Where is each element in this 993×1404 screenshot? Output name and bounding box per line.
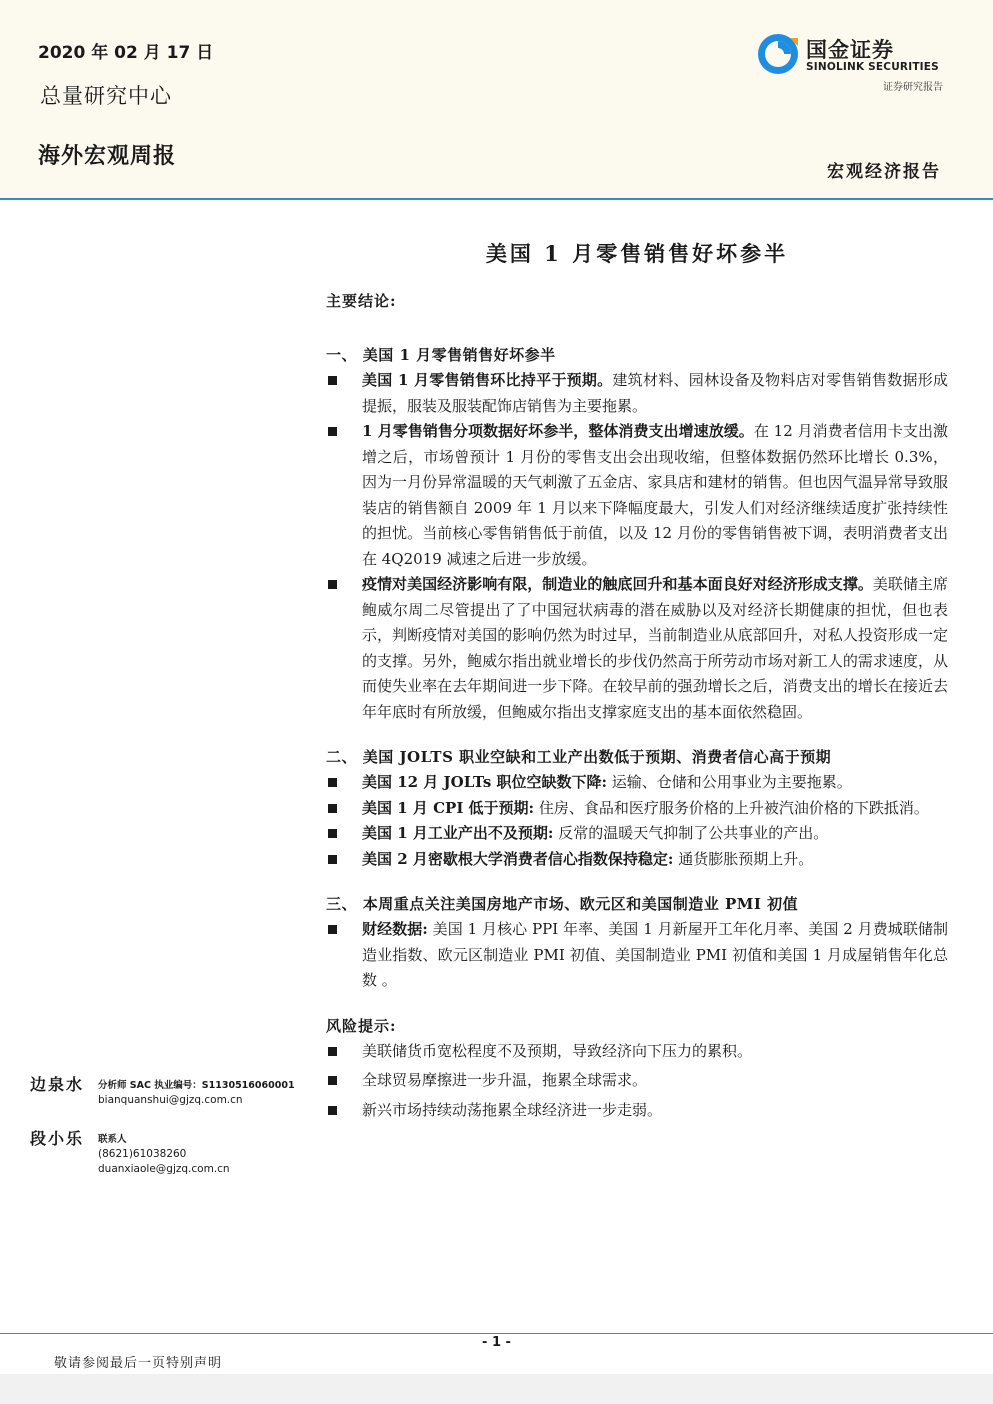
section-2 — [326, 745, 948, 872]
bullet-text: 反常的温暖天气抑制了公共事业的产出。 — [553, 824, 829, 842]
square-bullet-icon — [328, 829, 337, 838]
bullet-item — [326, 917, 948, 994]
analyst-role: 分析师 SAC 执业编号：S1130516060001 — [98, 1080, 295, 1091]
risk-label: 风险提示: — [326, 1016, 397, 1035]
bullet-item — [326, 821, 948, 847]
bullet-lead: 疫情对美国经济影响有限，制造业的触底回升和基本面良好对经济形成支撑。 — [362, 575, 873, 593]
section-heading: 二、 美国 JOLTS 职业空缺和工业产出数低于预期、消费者信心高于预期 — [326, 748, 832, 766]
disclaimer-note: 敬请参阅最后一页特别声明 — [54, 1356, 223, 1371]
square-bullet-icon — [328, 1106, 337, 1115]
main-content — [326, 290, 948, 1127]
square-bullet-icon — [328, 925, 337, 934]
analyst-email[interactable]: bianquanshui@gjzq.com.cn — [98, 1094, 243, 1106]
bullet-item — [326, 770, 948, 796]
bullet-lead: 财经数据: — [362, 920, 428, 938]
section-3 — [326, 892, 948, 994]
report-category: 证券研究报告 — [883, 82, 943, 93]
square-bullet-icon — [328, 1076, 337, 1085]
risk-item — [326, 1068, 948, 1094]
bullet-item — [326, 847, 948, 873]
risk-text: 全球贸易摩擦进一步升温，拖累全球需求。 — [362, 1071, 648, 1089]
page-number: - 1 - — [482, 1335, 511, 1350]
analyst-email[interactable]: duanxiaole@gjzq.com.cn — [98, 1163, 230, 1175]
report-date: 2020 年 02 月 17 日 — [38, 43, 214, 63]
report-series: 海外宏观周报 — [38, 143, 177, 169]
analyst-name: 段小乐 — [30, 1129, 85, 1148]
bullet-text: 美国 1 月核心 PPI 年率、美国 1 月新屋开工年化月率、美国 2 月费城联储制造业指数、欧元区制造业 PMI 初值、美国制造业 PMI 初值和美国 1 月成屋销售年化总数 。 — [362, 920, 948, 989]
square-bullet-icon — [328, 778, 337, 787]
bullet-lead: 美国 1 月 CPI 低于预期: — [362, 798, 535, 817]
section-heading: 一、 美国 1 月零售销售好坏参半 — [326, 346, 556, 364]
square-bullet-icon — [328, 1047, 337, 1056]
square-bullet-icon — [328, 804, 337, 813]
risk-text: 新兴市场持续动荡拖累全球经济进一步走弱。 — [362, 1100, 663, 1119]
square-bullet-icon — [328, 427, 337, 436]
bullet-item — [326, 419, 948, 572]
bullet-text: 美联储主席鲍威尔周二尽管提出了了中国冠状病毒的潜在威胁以及对经济长期健康的担忧，但也表示，判断疫情对美国的影响仍然为时过早，当前制造业从底部回升，对私人投资形成一定的支撑。另外，鲍威尔指出就业增长的步伐仍然高于所劳动市场对新工人的需求速度，从而使失业率在去年期间进一步下降。在较早前的强劲增长之后，消费支出的增长在接近去年年底时有所放缓，但鲍威尔指出支撑家庭支出的基本面依然稳固。 — [362, 575, 948, 721]
report-title: 美国 1 月零售销售好坏参半 — [485, 241, 789, 266]
bullet-item — [326, 796, 948, 822]
bullet-text: 建筑材料、园林设备及物料店对零售销售数据形成提振，服装及服装配饰店销售为主要拖累。 — [362, 371, 948, 415]
risk-text: 美联储货币宽松程度不及预期，导致经济向下压力的累积。 — [362, 1041, 753, 1060]
risk-section — [326, 1014, 948, 1124]
header-divider — [0, 198, 993, 200]
risk-item — [326, 1098, 948, 1124]
analyst-phone: (8621)61038260 — [98, 1148, 187, 1160]
bullet-item — [326, 572, 948, 725]
report-type: 宏观经济报告 — [827, 162, 941, 182]
logo-english-name: SINOLINK SECURITIES — [806, 61, 939, 73]
analyst-card — [30, 1126, 320, 1176]
bullet-text: 通货膨胀预期上升。 — [673, 849, 814, 868]
footer-band — [0, 1374, 993, 1404]
section-1 — [326, 343, 948, 725]
bullet-text: 在 12 月消费者信用卡支出激增之后，市场曾预计 1 月份的零售支出会出现收缩，但整体数据仍然环比增长 0.3%，因为一月份异常温暖的天气刺激了五金店、家具店和建材的销售。但也因气温异常导致服装店的销售额自 2009 年 1 月以来下降幅度最大，引发人们对经济继续适度扩张持续性的担忧。当前核心零售销售低于前值，以及 12 月份的零售销售被下调，表明消费者支出在 4Q2019 减速之后进一步放缓。 — [362, 422, 948, 568]
analyst-info — [98, 1132, 230, 1177]
analyst-info — [98, 1078, 295, 1108]
section-heading: 三、 本周重点关注美国房地产市场、欧元区和美国制造业 PMI 初值 — [326, 895, 799, 913]
bullet-lead: 美国 2 月密歇根大学消费者信心指数保持稳定: — [362, 849, 674, 868]
square-bullet-icon — [328, 855, 337, 864]
bullet-lead: 美国 1 月零售销售环比持平于预期。 — [362, 371, 613, 389]
footer-divider — [0, 1333, 993, 1334]
square-bullet-icon — [328, 376, 337, 385]
bullet-lead: 美国 1 月工业产出不及预期: — [362, 824, 554, 842]
bullet-text: 住房、食品和医疗服务价格的上升被汽油价格的下跌抵消。 — [534, 798, 929, 817]
analyst-card — [30, 1072, 320, 1122]
analyst-role: 联系人 — [98, 1134, 127, 1145]
logo-chinese-name: 国金证券 — [806, 38, 894, 62]
conclusion-label: 主要结论: — [326, 292, 397, 310]
bullet-lead: 1 月零售销售分项数据好坏参半，整体消费支出增速放缓。 — [362, 422, 754, 440]
square-bullet-icon — [328, 580, 337, 589]
bullet-lead: 美国 12 月 JOLTs 职位空缺数下降: — [362, 773, 608, 791]
analyst-name: 边泉水 — [30, 1075, 85, 1094]
company-logo — [756, 32, 944, 78]
sinolink-logo-icon — [756, 32, 800, 76]
research-center: 总量研究中心 — [40, 84, 172, 108]
analyst-panel — [30, 1072, 320, 1180]
risk-item — [326, 1039, 948, 1065]
bullet-text: 运输、仓储和公用事业为主要拖累。 — [607, 773, 852, 791]
bullet-item — [326, 368, 948, 419]
